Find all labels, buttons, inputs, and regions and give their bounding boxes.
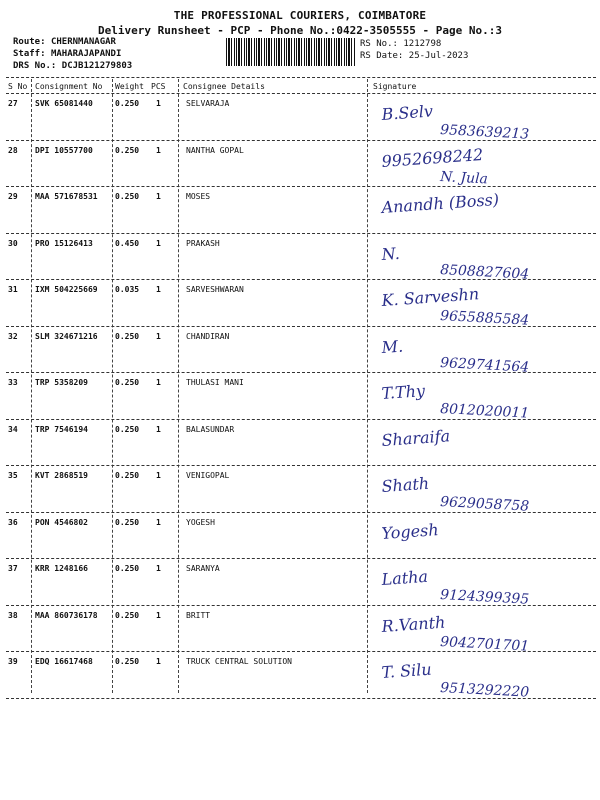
cell-sno: 29 (8, 192, 18, 201)
signature-image (370, 654, 590, 700)
signature-name: Shath (380, 473, 430, 496)
signature-name: T. Silu (380, 659, 433, 682)
signature-image (370, 375, 590, 421)
cell-consignee: TRUCK CENTRAL SOLUTION (186, 657, 292, 666)
cell-consignee: PRAKASH (186, 238, 220, 248)
cell-consignee: YOGESH (186, 517, 215, 527)
cell-consignment: EDQ 16617468 (35, 657, 93, 666)
row-divider (6, 605, 596, 606)
cell-weight: 0.250 (115, 99, 140, 108)
row-divider (6, 465, 596, 466)
row-divider (6, 698, 596, 699)
cell-consignee: SARANYA (186, 564, 220, 573)
cell-consignment: MAA 571678531 (35, 192, 98, 201)
signature-image (370, 189, 590, 235)
cell-sno: 32 (8, 331, 18, 341)
cell-consignment: PRO 15126413 (35, 238, 93, 248)
cell-consignee: THULASI MANI (186, 378, 244, 387)
col-header-consignee: Consignee Details (183, 82, 265, 91)
cell-weight: 0.035 (115, 285, 140, 294)
cell-consignee: NANTHA GOPAL (186, 145, 244, 155)
cell-consignee: BRITT (186, 610, 211, 620)
staff-value: MAHARAJAPANDI (50, 49, 122, 59)
cell-consignee: CHANDIRAN (186, 331, 230, 341)
drs-label: DRS No.: (13, 61, 57, 71)
rs-date-value: 25-Jul-2023 (408, 51, 469, 61)
cell-consignment: SVK 65081440 (35, 99, 93, 108)
signature-phone: 8012020011 (439, 401, 530, 422)
signature-phone: 9042701701 (439, 633, 530, 655)
signature-image (370, 468, 590, 514)
cell-consignment: KRR 1248166 (35, 564, 88, 573)
cell-consignment: DPI 10557700 (35, 145, 93, 155)
col-header-sno: S No (8, 82, 28, 91)
signature-image (370, 96, 590, 142)
cell-consignment: PON 4546802 (35, 517, 88, 527)
signature-name: B.Selv (380, 101, 434, 124)
signature-image (370, 561, 590, 607)
signature-name: Sharaifa (380, 425, 451, 450)
staff-line (13, 48, 132, 60)
signature-image (370, 608, 590, 654)
cell-consignee: VENIGOPAL (186, 471, 230, 480)
cell-sno: 27 (8, 99, 18, 108)
signature-name: M. (380, 336, 404, 357)
cell-weight: 0.450 (115, 238, 140, 248)
col-header-weight: Weight (115, 82, 144, 91)
rs-no-label: RS No.: (360, 39, 398, 49)
cell-consignee: MOSES (186, 192, 211, 201)
col-divider (112, 79, 113, 693)
cell-weight: 0.250 (115, 610, 140, 620)
col-divider (31, 79, 32, 693)
row-divider (6, 233, 596, 234)
signature-phone: N. Jula (439, 168, 489, 187)
cell-pcs: 1 (156, 424, 161, 434)
signature-name: T.Thy (380, 381, 426, 403)
col-header-consignment: Consignment No (35, 82, 103, 91)
col-divider (178, 79, 179, 693)
cell-pcs: 1 (156, 238, 161, 248)
col-header-signature: Signature (373, 82, 417, 91)
cell-pcs: 1 (156, 99, 161, 108)
col-header-pcs: PCS (151, 82, 166, 91)
signature-name: R.Vanth (380, 612, 446, 636)
document-title: THE PROFESSIONAL COURIERS, COIMBATORE (173, 9, 427, 22)
cell-weight: 0.250 (115, 517, 140, 527)
row-divider (6, 419, 596, 420)
signature-name: Yogesh (380, 519, 440, 543)
signature-phone: 9583639213 (439, 122, 530, 143)
signature-phone: 9124399395 (439, 587, 530, 608)
cell-pcs: 1 (156, 610, 161, 620)
row-divider (6, 326, 596, 327)
signature-phone: 9629741564 (439, 354, 530, 376)
cell-sno: 35 (8, 471, 18, 480)
signature-image (370, 143, 590, 189)
cell-pcs: 1 (156, 517, 161, 527)
signature-name: Latha (380, 566, 429, 589)
cell-consignee: BALASUNDAR (186, 424, 235, 434)
rs-no-value: 1212798 (403, 39, 442, 49)
rs-date-line (360, 50, 468, 62)
cell-consignment: SLM 324671216 (35, 331, 98, 341)
route-value: CHERNMANAGAR (50, 37, 116, 47)
cell-weight: 0.250 (115, 331, 140, 341)
signature-name: Anandh (Boss) (380, 189, 500, 217)
signature-name: K. Sarveshn (380, 284, 480, 310)
cell-consignment: MAA 860736178 (35, 610, 98, 620)
cell-weight: 0.250 (115, 145, 140, 155)
signature-name: N. (380, 243, 401, 264)
staff-label: Staff: (13, 49, 46, 59)
runsheet-meta-right (360, 38, 468, 62)
row-divider (6, 140, 596, 141)
signature-phone: 9513292220 (439, 680, 530, 701)
runsheet-subtitle: Delivery Runsheet - PCP - Phone No.:0422-3505555 - Page No.:3 (98, 24, 502, 37)
drs-value: DCJB121279803 (61, 61, 133, 71)
cell-sno: 31 (8, 285, 18, 294)
cell-pcs: 1 (156, 145, 161, 155)
cell-sno: 37 (8, 564, 18, 573)
cell-consignee: SARVESHWARAN (186, 285, 244, 294)
cell-sno: 39 (8, 657, 18, 666)
rs-no-line (360, 38, 468, 50)
cell-consignee: SELVARAJA (186, 99, 230, 108)
row-divider (6, 279, 596, 280)
cell-consignment: KVT 2868519 (35, 471, 88, 480)
cell-pcs: 1 (156, 378, 161, 387)
rs-date-label: RS Date: (360, 51, 404, 61)
cell-pcs: 1 (156, 192, 161, 201)
cell-consignment: IXM 504225669 (35, 285, 98, 294)
signature-image (370, 422, 590, 468)
route-line (13, 36, 132, 48)
row-divider (6, 512, 596, 513)
signature-name: 9952698242 (380, 144, 484, 171)
row-divider (6, 558, 596, 559)
signature-image (370, 329, 590, 375)
signature-image (370, 236, 590, 282)
cell-consignment: TRP 7546194 (35, 424, 88, 434)
cell-weight: 0.250 (115, 657, 140, 666)
cell-weight: 0.250 (115, 192, 140, 201)
cell-weight: 0.250 (115, 471, 140, 480)
cell-weight: 0.250 (115, 378, 140, 387)
route-label: Route: (13, 37, 46, 47)
cell-consignment: TRP 5358209 (35, 378, 88, 387)
signature-phone: 8508827604 (439, 261, 530, 283)
col-divider (367, 79, 368, 693)
cell-sno: 34 (8, 424, 18, 434)
barcode (226, 38, 356, 66)
signature-image (370, 282, 590, 328)
runsheet-meta-left (13, 36, 132, 72)
cell-sno: 28 (8, 145, 18, 155)
cell-pcs: 1 (156, 657, 161, 666)
cell-sno: 33 (8, 378, 18, 387)
cell-weight: 0.250 (115, 564, 140, 573)
signature-image (370, 515, 590, 561)
signature-phone: 9629058758 (439, 494, 530, 515)
drs-line (13, 60, 132, 72)
cell-pcs: 1 (156, 331, 161, 341)
signature-phone: 9655885584 (439, 308, 530, 329)
cell-sno: 36 (8, 517, 18, 527)
cell-pcs: 1 (156, 471, 161, 480)
table-top-rule (6, 77, 596, 78)
cell-pcs: 1 (156, 564, 161, 573)
cell-weight: 0.250 (115, 424, 140, 434)
row-divider (6, 372, 596, 373)
row-divider (6, 651, 596, 652)
header-bottom-rule (6, 93, 596, 94)
cell-pcs: 1 (156, 285, 161, 294)
row-divider (6, 186, 596, 187)
cell-sno: 38 (8, 610, 18, 620)
cell-sno: 30 (8, 238, 18, 248)
